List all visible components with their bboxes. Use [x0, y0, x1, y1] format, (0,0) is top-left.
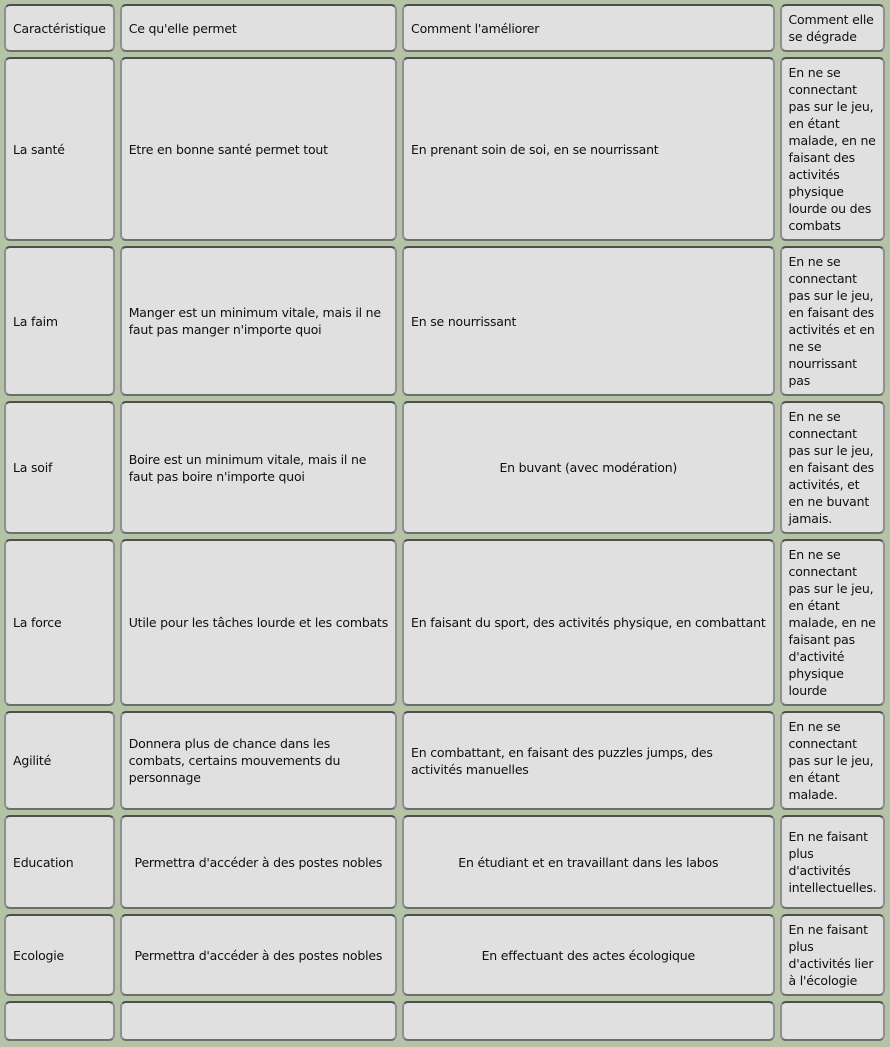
- table-row-ecologie: [4, 914, 885, 996]
- cell-degrade: En ne faisant plus d'activités lier à l'écologie: [780, 914, 886, 996]
- cell-degrade: En ne faisant plus d'activités intellectuelles.: [780, 815, 886, 909]
- cell-permet: [120, 914, 397, 996]
- cell-text: En buvant (avec modération): [499, 460, 678, 475]
- cell-degrade: En ne se connectant pas sur le jeu, en faisant des activités et en ne se nourrissant pas: [780, 246, 886, 396]
- cell-degrade: En ne se connectant pas sur le jeu, en étant malade, en ne faisant des activités physique lourde ou des combats: [780, 57, 886, 241]
- cell-characteristic: La santé: [4, 57, 115, 241]
- cell-characteristic: Ecologie: [4, 914, 115, 996]
- cell-characteristic: La force: [4, 539, 115, 706]
- column-header-permet: Ce qu'elle permet: [120, 4, 397, 52]
- column-header-ameliorer: Comment l'améliorer: [402, 4, 774, 52]
- table-row-soif: [4, 401, 885, 534]
- cell-degrade: En ne se connectant pas sur le jeu, en étant malade, en ne faisant pas d'activité physique lourde: [780, 539, 886, 706]
- table-row-agilite: [4, 711, 885, 810]
- cell-degrade: En ne se connectant pas sur le jeu, en étant malade.: [780, 711, 886, 810]
- column-header-degrade: Comment elle se dégrade: [780, 4, 886, 52]
- cell-degrade: [780, 1001, 886, 1041]
- cell-characteristic: La faim: [4, 246, 115, 396]
- cell-ameliorer: En combattant, en faisant des puzzles jumps, des activités manuelles: [402, 711, 774, 810]
- cell-ameliorer: [402, 401, 774, 534]
- cell-text: Permettra d'accéder à des postes nobles: [134, 947, 383, 963]
- cell-degrade: En ne se connectant pas sur le jeu, en faisant des activités, et en ne buvant jamais.: [780, 401, 886, 534]
- cell-text: En effectuant des actes écologique: [481, 947, 695, 963]
- table-row-partial: [4, 1001, 885, 1041]
- cell-ameliorer: En prenant soin de soi, en se nourrissant: [402, 57, 774, 241]
- cell-ameliorer: [402, 539, 774, 706]
- table-row-education: [4, 815, 885, 909]
- cell-characteristic: La soif: [4, 401, 115, 534]
- table-row-force: [4, 539, 885, 706]
- cell-permet: Boire est un minimum vitale, mais il ne faut pas boire n'importe quoi: [120, 401, 397, 534]
- cell-text: Permettra d'accéder à des postes nobles: [134, 854, 383, 870]
- cell-characteristic: Education: [4, 815, 115, 909]
- cell-ameliorer: En se nourrissant: [402, 246, 774, 396]
- cell-text: Utile pour les tâches lourde et les combats: [128, 615, 389, 630]
- cell-permet: [120, 1001, 397, 1041]
- cell-permet: Donnera plus de chance dans les combats, certains mouvements du personnage: [120, 711, 397, 810]
- cell-characteristic: [4, 1001, 115, 1041]
- cell-text: En faisant du sport, des activités physique, en combattant: [411, 615, 766, 630]
- column-header-caracteristique: Caractéristique: [4, 4, 115, 52]
- cell-permet: [120, 539, 397, 706]
- cell-text: En étudiant et en travaillant dans les labos: [458, 854, 719, 870]
- cell-characteristic: Agilité: [4, 711, 115, 810]
- cell-ameliorer: [402, 815, 774, 909]
- table-row-sante: [4, 57, 885, 241]
- cell-ameliorer: [402, 1001, 774, 1041]
- cell-ameliorer: [402, 914, 774, 996]
- cell-permet: Manger est un minimum vitale, mais il ne faut pas manger n'importe quoi: [120, 246, 397, 396]
- table-row-faim: [4, 246, 885, 396]
- table-header-row: [4, 4, 885, 52]
- cell-permet: [120, 815, 397, 909]
- cell-permet: Etre en bonne santé permet tout: [120, 57, 397, 241]
